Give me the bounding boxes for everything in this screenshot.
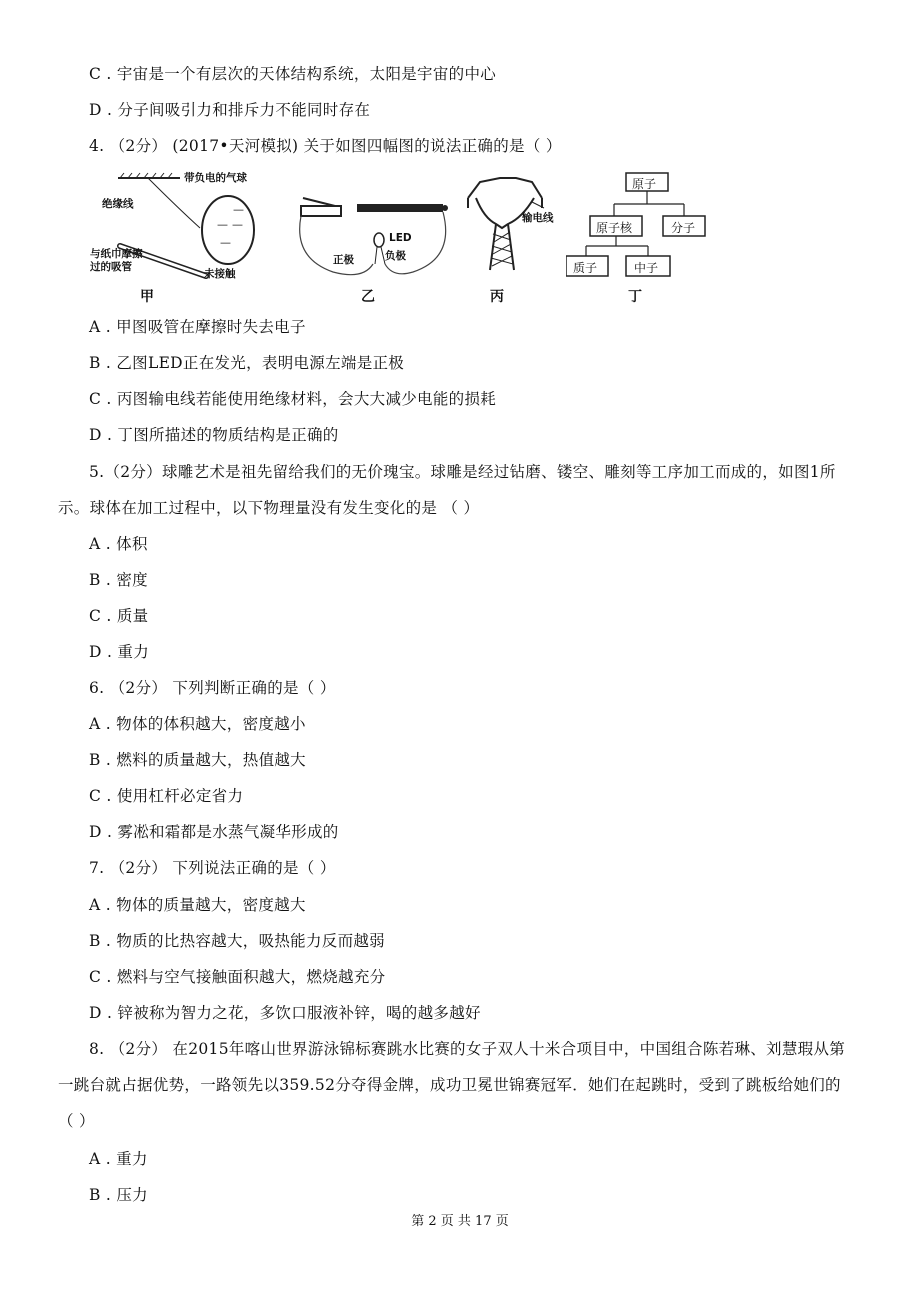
q4-option-c: C . 丙图输电线若能使用绝缘材料，会大大减少电能的损耗 — [89, 390, 497, 408]
q8-option-b: B . 压力 — [89, 1186, 148, 1204]
q4-figures — [88, 168, 708, 306]
q7-option-c: C . 燃料与空气接触面积越大，燃烧越充分 — [89, 968, 386, 986]
label-positive: 正极 — [333, 254, 354, 266]
label-negative: 负极 — [385, 250, 406, 262]
caption-yi: 乙 — [361, 289, 375, 305]
svg-text:—: — — [233, 203, 244, 216]
q5-stem-line2: 示。球体在加工过程中，以下物理量没有发生变化的是 （ ） — [58, 499, 480, 517]
q6-option-d: D . 雾凇和霜都是水蒸气凝华形成的 — [89, 823, 339, 841]
svg-text:—: — — [217, 218, 228, 231]
box-atom: 原子 — [632, 177, 657, 191]
q5-option-d: D . 重力 — [89, 643, 150, 661]
label-untouched: 未接触 — [204, 268, 236, 280]
figure-yi — [293, 168, 448, 306]
q6-stem: 6. （2分） 下列判断正确的是（ ） — [89, 679, 336, 697]
q4-option-d: D . 丁图所描述的物质结构是正确的 — [89, 426, 339, 444]
q6-option-b: B . 燃料的质量越大，热值越大 — [89, 751, 306, 769]
figure-bing-drawing — [460, 168, 570, 306]
svg-text:—: — — [232, 218, 243, 231]
label-balloon: 带负电的气球 — [184, 172, 247, 184]
box-nucleus: 原子核 — [596, 221, 633, 235]
figure-jia-drawing — [88, 168, 268, 306]
caption-jia: 甲 — [140, 289, 154, 305]
q3-option-c: C . 宇宙是一个有层次的天体结构系统，太阳是宇宙的中心 — [89, 65, 497, 83]
q6-option-a: A . 物体的体积越大，密度越小 — [89, 715, 306, 733]
q7-option-a: A . 物体的质量越大，密度越大 — [89, 896, 306, 914]
caption-ding: 丁 — [628, 289, 642, 305]
q5-option-c: C . 质量 — [89, 607, 149, 625]
figure-bing — [460, 168, 570, 306]
label-straw: 与纸巾摩擦过的吸管 — [90, 248, 143, 273]
box-molecule: 分子 — [671, 221, 696, 235]
label-thread: 绝缘线 — [102, 198, 134, 210]
q3-option-d: D . 分子间吸引力和排斥力不能同时存在 — [89, 101, 371, 119]
q4-option-b: B . 乙图LED正在发光，表明电源左端是正极 — [89, 354, 405, 372]
q7-option-d: D . 锌被称为智力之花，多饮口服液补锌，喝的越多越好 — [89, 1004, 481, 1022]
q4-option-a: A . 甲图吸管在摩擦时失去电子 — [89, 318, 306, 336]
q5-stem-line1: 5.（2分）球雕艺术是祖先留给我们的无价瑰宝。球雕是经过钻磨、镂空、雕刻等工序加工而成的，如图1所 — [89, 463, 836, 481]
q8-stem-line1: 8. （2分） 在2015年喀山世界游泳锦标赛跳水比赛的女子双人十米合项目中，中国组合陈若琳、刘慧瑕从第 — [89, 1040, 846, 1058]
q5-option-a: A . 体积 — [89, 535, 148, 553]
q8-option-a: A . 重力 — [89, 1150, 148, 1168]
figure-ding — [566, 168, 708, 306]
q7-stem: 7. （2分） 下列说法正确的是（ ） — [89, 859, 336, 877]
label-led: LED — [389, 232, 412, 244]
q6-option-c: C . 使用杠杆必定省力 — [89, 787, 244, 805]
q8-stem-line3: （ ） — [58, 1112, 95, 1130]
caption-bing: 丙 — [490, 289, 504, 305]
figure-jia — [88, 168, 268, 306]
page-footer: 第 2 页 共 17 页 — [411, 1214, 509, 1229]
box-neutron: 中子 — [634, 261, 659, 275]
svg-text:—: — — [220, 236, 231, 249]
q7-option-b: B . 物质的比热容越大，吸热能力反而越弱 — [89, 932, 385, 950]
q4-stem: 4. （2分） (2017•天河模拟) 关于如图四幅图的说法正确的是（ ） — [89, 137, 562, 155]
q8-stem-line2: 一跳台就占据优势，一路领先以359.52分夺得金牌，成功卫冕世锦赛冠军．她们在起跳时，受到了跳板给她们的 — [58, 1076, 841, 1094]
label-wire: 输电线 — [522, 212, 554, 224]
box-proton: 质子 — [573, 261, 598, 275]
q5-option-b: B . 密度 — [89, 571, 148, 589]
